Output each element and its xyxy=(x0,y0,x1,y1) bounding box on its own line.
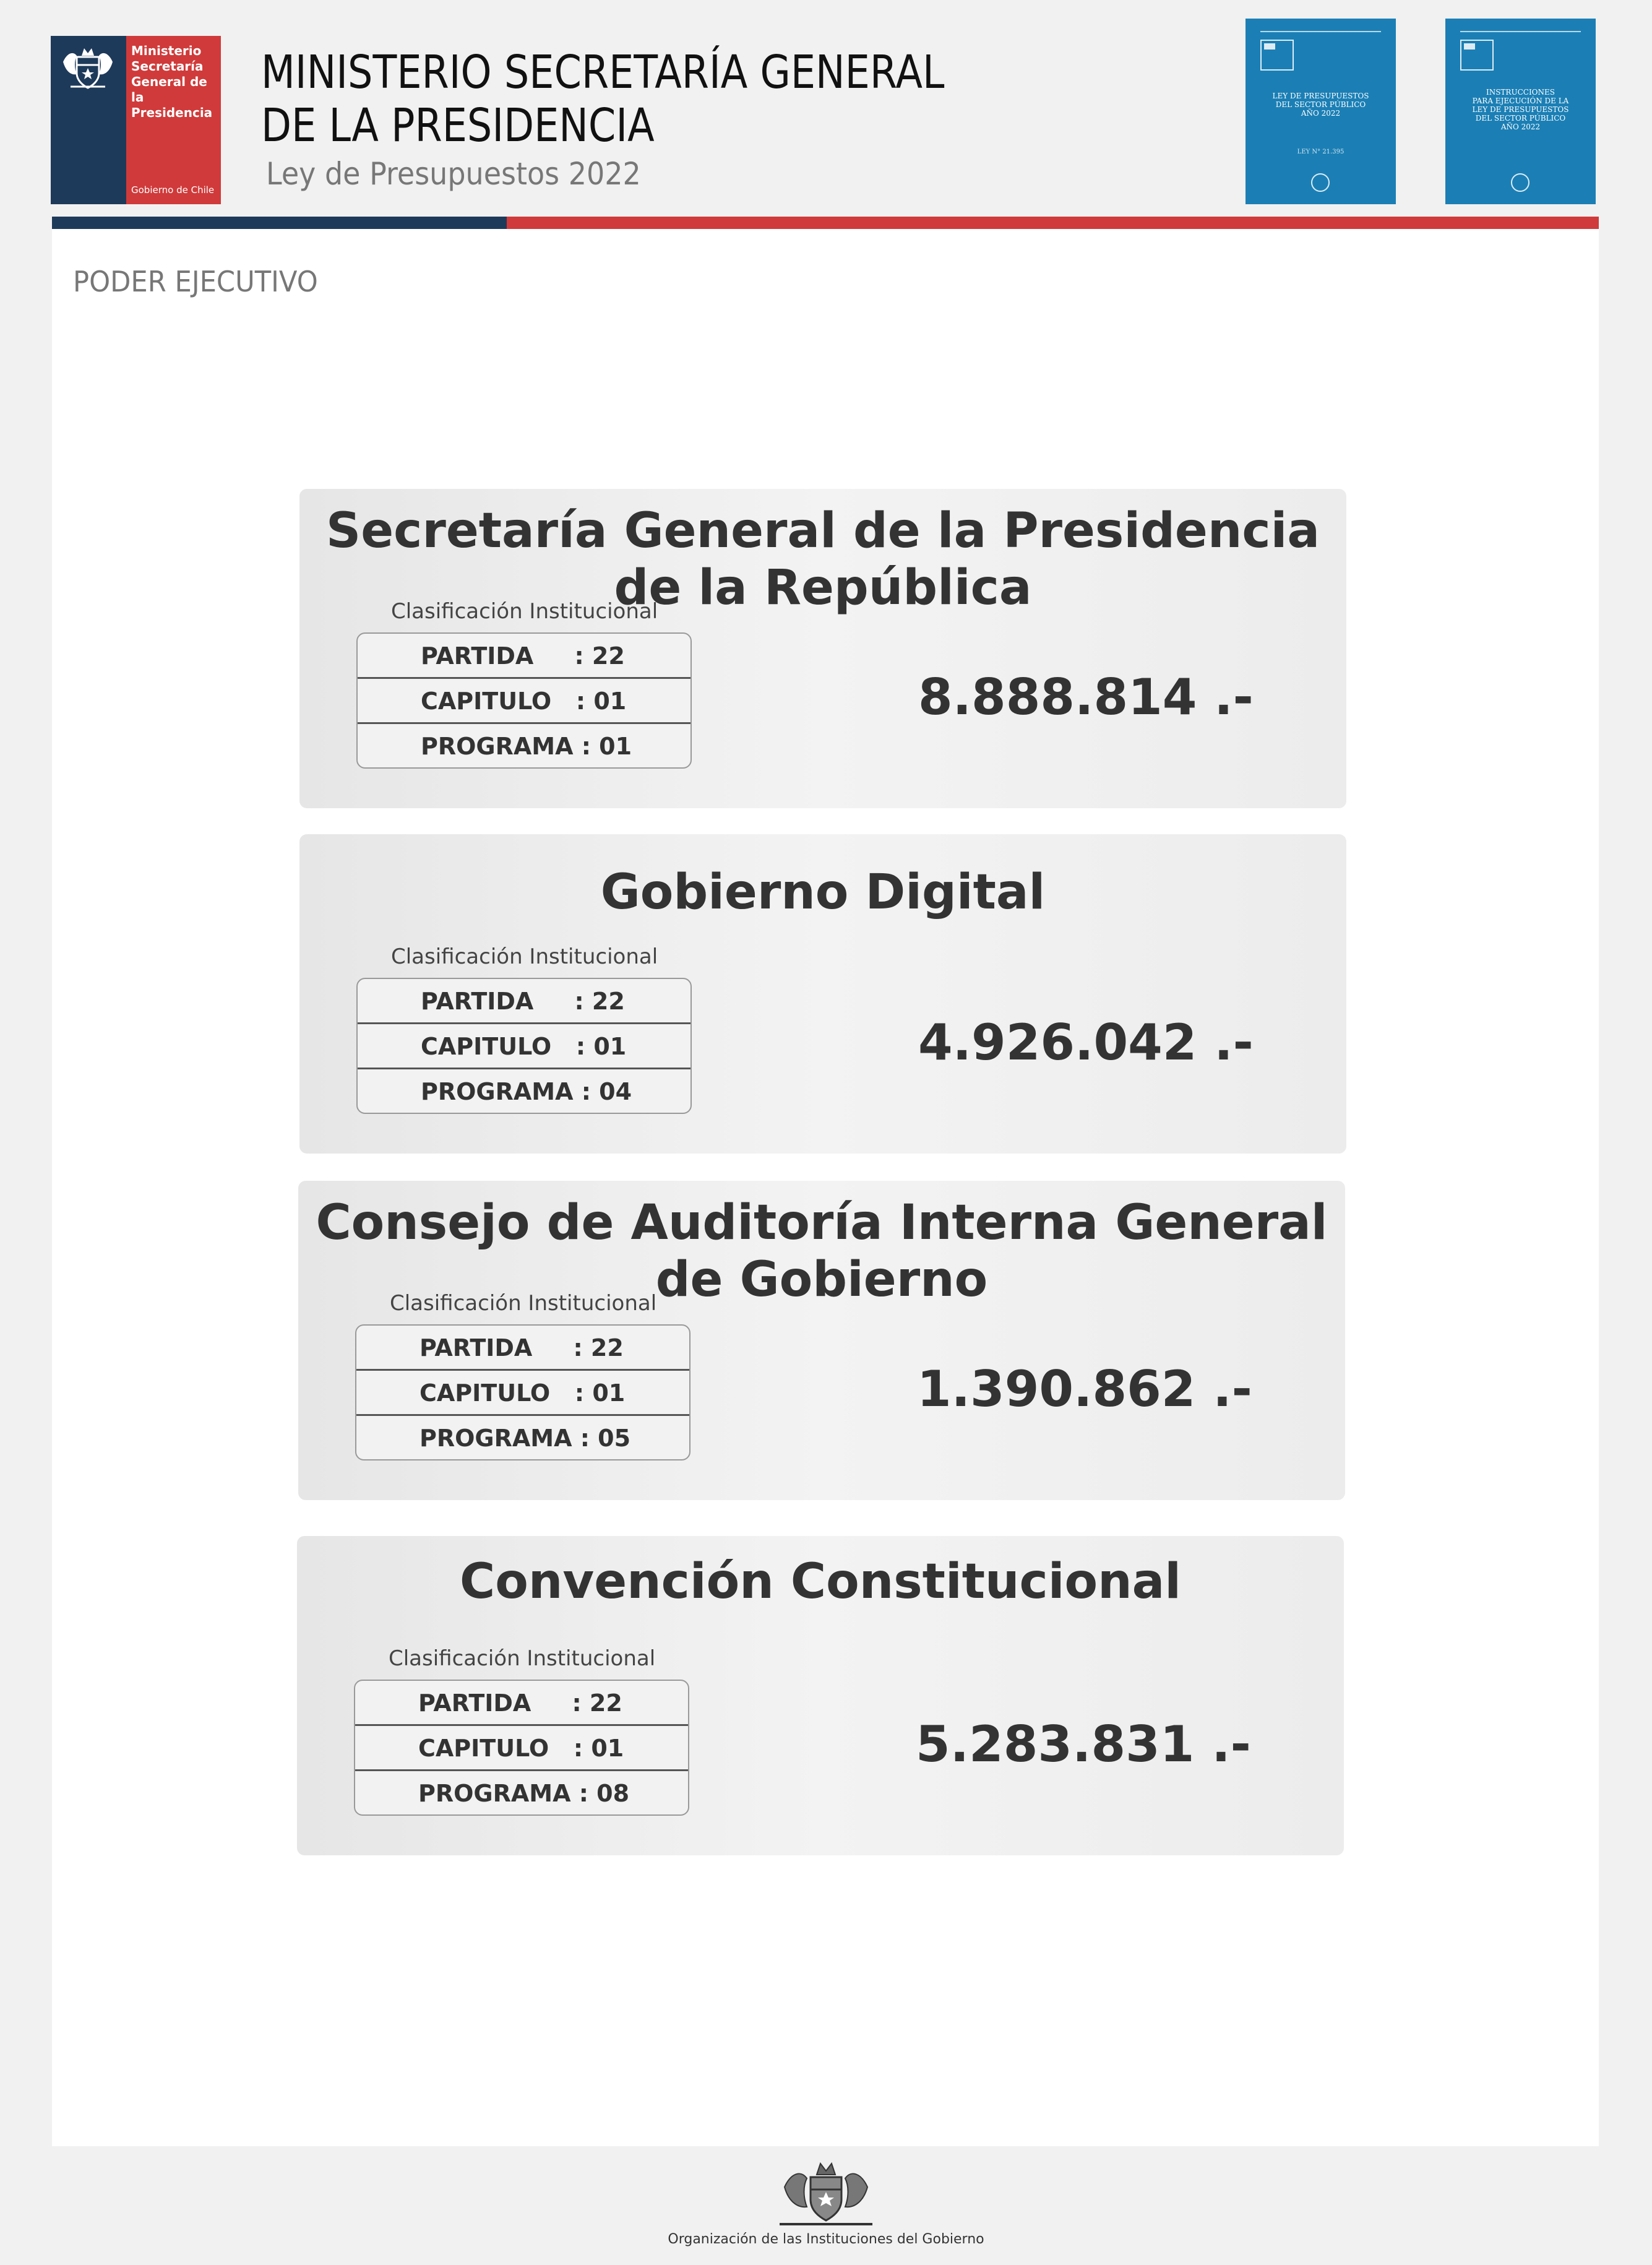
coat-of-arms-icon xyxy=(58,43,118,90)
logo-line: Ministerio xyxy=(131,43,202,58)
classification-table xyxy=(356,632,692,769)
capitulo-row: CAPITULO : 01 xyxy=(355,1726,688,1771)
program-card xyxy=(299,489,1346,808)
cover-emblem-icon xyxy=(1460,40,1494,71)
cover-rule xyxy=(1460,31,1581,32)
cover-rule xyxy=(1260,31,1381,32)
logo-line: Secretaría xyxy=(131,59,204,74)
program-title xyxy=(297,1553,1344,1610)
program-card xyxy=(299,834,1346,1154)
page-header xyxy=(0,0,1652,235)
page-title xyxy=(261,46,945,152)
capitulo-row: CAPITULO : 01 xyxy=(358,1024,690,1069)
partida-row: PARTIDA : 22 xyxy=(356,1326,689,1371)
logo-red-block xyxy=(126,36,221,204)
program-title-line1: Convención Constitucional xyxy=(460,1554,1181,1610)
execution-instructions-book-cover[interactable] xyxy=(1445,19,1596,204)
partida-row: PARTIDA : 22 xyxy=(355,1681,688,1726)
logo-ministry-name xyxy=(131,43,221,121)
logo-line: Presidencia xyxy=(131,105,213,120)
program-title-line1: Gobierno Digital xyxy=(600,865,1046,920)
ministry-logo xyxy=(51,36,221,204)
program-title-line1: Consejo de Auditoría Interna General xyxy=(316,1195,1328,1251)
classification-table xyxy=(356,978,692,1114)
government-coat-of-arms-icon xyxy=(773,2155,879,2229)
section-label: PODER EJECUTIVO xyxy=(73,265,318,298)
programa-row: PROGRAMA : 05 xyxy=(419,1425,631,1452)
programa-row: PROGRAMA : 01 xyxy=(421,733,632,760)
program-amount: 1.390.862 .- xyxy=(917,1360,1252,1418)
program-title-line2: de Gobierno xyxy=(655,1252,988,1308)
cover-subtitle: LEY N° 21.395 xyxy=(1297,149,1344,155)
program-card xyxy=(298,1181,1345,1500)
header-divider xyxy=(52,217,1599,229)
cover-title: LEY DE PRESUPUESTOS DEL SECTOR PÚBLICO AÑO 2022 xyxy=(1272,92,1369,118)
divider-navy-segment xyxy=(52,217,507,229)
partida-row: PARTIDA : 22 xyxy=(358,979,690,1024)
cover-title: INSTRUCCIONES PARA EJECUCIÓN DE LA LEY DE PRESUPUESTOS DEL SECTOR PÚBLICO AÑO 2022 xyxy=(1472,88,1569,131)
program-card xyxy=(297,1536,1344,1855)
logo-blue-block xyxy=(51,36,126,204)
capitulo-row: CAPITULO : 01 xyxy=(356,1371,689,1416)
budget-law-book-cover[interactable] xyxy=(1245,19,1396,204)
classification-label: Clasificación Institucional xyxy=(389,1646,656,1671)
partida-row: PARTIDA : 22 xyxy=(358,634,690,679)
cover-seal-icon xyxy=(1311,173,1330,192)
footer-caption: Organización de las Instituciones del Gobierno xyxy=(668,2232,984,2247)
divider-red-segment xyxy=(507,217,1599,229)
page-title-line1: MINISTERIO SECRETARÍA GENERAL xyxy=(261,46,945,99)
classification-label: Clasificación Institucional xyxy=(391,599,658,624)
programa-row: PROGRAMA : 08 xyxy=(418,1780,630,1807)
program-title-line2: de la República xyxy=(614,560,1032,616)
capitulo-row: CAPITULO : 01 xyxy=(358,679,690,724)
logo-government-label: Gobierno de Chile xyxy=(131,184,215,196)
classification-table xyxy=(355,1324,690,1460)
program-title-line1: Secretaría General de la Presidencia xyxy=(326,503,1320,559)
program-amount: 4.926.042 .- xyxy=(918,1014,1254,1071)
cover-emblem-icon xyxy=(1260,40,1294,71)
classification-table xyxy=(354,1680,689,1816)
page-subtitle: Ley de Presupuestos 2022 xyxy=(266,156,641,192)
program-amount: 8.888.814 .- xyxy=(918,668,1254,726)
cover-seal-icon xyxy=(1511,173,1529,192)
main-content xyxy=(52,229,1599,2146)
classification-label: Clasificación Institucional xyxy=(391,944,658,969)
page-title-line2: DE LA PRESIDENCIA xyxy=(261,99,655,152)
program-title xyxy=(299,864,1346,921)
programa-row: PROGRAMA : 04 xyxy=(421,1078,632,1105)
classification-label: Clasificación Institucional xyxy=(390,1291,657,1316)
program-amount: 5.283.831 .- xyxy=(916,1715,1251,1773)
logo-line: General de la xyxy=(131,74,207,105)
